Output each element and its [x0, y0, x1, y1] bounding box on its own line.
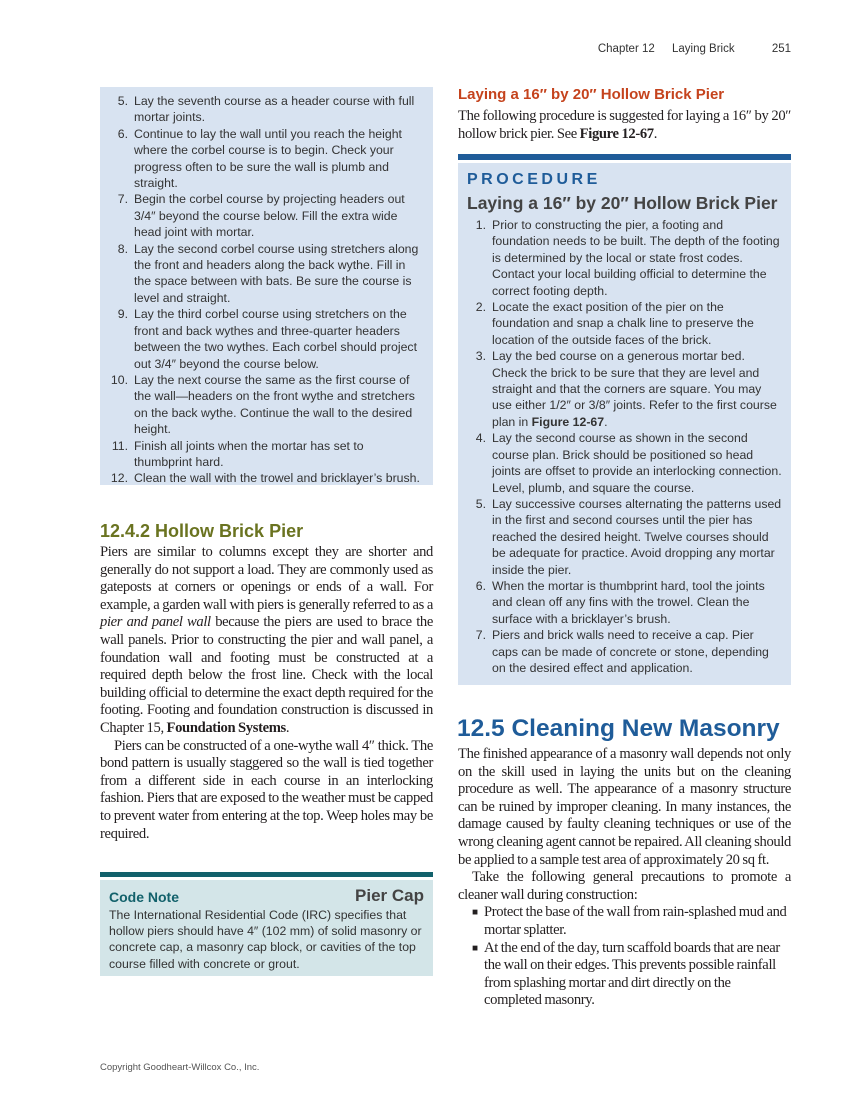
step-item [458, 430, 783, 496]
step-text: Finish all joints when the mortar has set to thumbprint hard. [134, 438, 364, 469]
bullet-icon: ■ [472, 942, 478, 954]
section-heading-hollow-brick-pier: 12.4.2 Hollow Brick Pier [100, 521, 304, 541]
step-item [458, 299, 783, 348]
text: At the end of the day, turn scaffold boards that are near the wall on their edges. This prevents possible rainfall from splashing mortar and dirt directly on the completed masonry. [484, 939, 780, 1009]
step-number: 7. [117, 192, 128, 207]
step-number: 5. [117, 94, 128, 108]
code-note-label: Code Note [109, 889, 179, 905]
text: . [653, 125, 658, 142]
step-text: Lay the bed course on a generous mortar bed. Check the brick to be sure that they are level and straight and that the corners are square. You may use either 1/2″ or 3/8″ joints. Refer to the first course plan in [492, 349, 777, 429]
step-number: 6. [117, 126, 128, 141]
step-text-end: . [604, 414, 608, 429]
step-text: Lay the second course as shown in the second course plan. Brick should be positioned so head joints are offset to provide an interlocking connection. Level, plumb, and square the course. [492, 431, 782, 495]
text: Protect the base of the wall from rain-splashed mud and mortar splatter. [484, 904, 787, 938]
step-text: Continue to lay the wall until you reach the height where the corbel course is to begin. Check your progress often to be sure the wall is plumb and straight. [134, 126, 402, 191]
step-number: 1. [475, 218, 486, 232]
step-number: 3. [475, 349, 486, 364]
procedure-rule [458, 154, 791, 160]
figure-ref: Figure 12-67 [579, 125, 654, 142]
chapter-label: Chapter 12 [597, 43, 655, 55]
step-item [458, 348, 783, 430]
chapter-title: Laying Brick [671, 43, 735, 55]
text: The following procedure is suggested for laying a 16″ by 20″ hollow brick pier. See [458, 108, 791, 142]
text: Piers are similar to columns except they are shorter and generally do not support a load. They are commonly used as gateposts at corners or openings or ends of a wall. For example, a garden wall with piers is generally referred to as a [100, 544, 433, 613]
step-number: 6. [475, 578, 486, 593]
step-text: Prior to constructing the pier, a footing and foundation needs to be built. The depth of the footing is determined by the local or state frost codes. Contact your local building official to determine the correct footing depth. [492, 218, 780, 298]
step-item [100, 306, 423, 372]
code-note-title: Pier Cap [355, 886, 424, 905]
step-text: Begin the corbel course by projecting headers out 3/4″ beyond the course below. Fill the extra wide head joint with mortar. [134, 192, 405, 240]
hollow-pier-body [100, 544, 433, 843]
laying-pier-intro [458, 108, 791, 143]
step-item [100, 93, 423, 126]
step-number: 5. [475, 496, 486, 511]
step-text: Lay successive courses alternating the patterns used in the first and second courses until the pier has reached the desired height. Twelve courses should be adequate for practice. Avoid dropping any mortar inside the pier. [492, 496, 782, 577]
heading-laying-pier: Laying a 16″ by 20″ Hollow Brick Pier [458, 86, 725, 103]
step-item [458, 496, 783, 578]
step-text: Lay the second corbel course using stretchers along the front and headers along the back wythe. Fill in the space between with bats. Be sure the course is level and straight. [134, 241, 419, 305]
step-item [100, 241, 423, 307]
procedure-continued-box [100, 87, 433, 485]
page-number: 251 [771, 43, 791, 55]
step-list [100, 87, 433, 487]
step-item [100, 372, 423, 438]
step-number: 7. [475, 628, 486, 643]
list-item [458, 940, 791, 1010]
term: pier and panel wall [100, 614, 211, 631]
step-item [100, 126, 423, 192]
step-number: 2. [475, 300, 486, 315]
precaution-list [458, 904, 791, 1010]
chapter-ref: Foundation Systems [166, 719, 286, 736]
step-text: Piers and brick walls need to receive a cap. Pier caps can be made of concrete or stone, depending on the desired effect and application. [492, 628, 769, 675]
step-text: Lay the third corbel course using stretchers on the front and back wythes and three-quarter headers between the two wythes. Each corbel should project out 3/4″ beyond the course below. [134, 307, 417, 371]
step-number: 10. [110, 372, 128, 387]
procedure-title: Laying a 16″ by 20″ Hollow Brick Pier [467, 193, 778, 213]
step-text: Lay the seventh course as a header course with full mortar joints. [134, 94, 415, 125]
code-note-text: The International Residential Code (IRC) specifies that hollow piers should have 4″ (102 mm) of solid masonry or concrete cap, a masonry cap block, or cavities of the top course filled with concrete or grout. [109, 908, 422, 971]
cleaning-body [458, 746, 791, 1010]
paragraph: Piers can be constructed of a one-wythe wall 4″ thick. The bond pattern is usually staggered so the wall is tied together from a different side in each course in an interlocking fashion. Piers that are exposed to the weather must be capped to prevent water from entering at the top. Weep holes may be required. [100, 737, 433, 842]
paragraph: The finished appearance of a masonry wall depends not only on the skill used in laying the units but on the cleaning procedure as well. The appearance of a masonry structure can be ruined by improper cleaning. In many instances, the damage caused by faulty cleaning techniques or use of the wrong cleaning agent cannot be repaired. All cleaning should be applied to a sample test area of approximately 20 sq ft. [458, 746, 791, 868]
bullet-icon: ■ [472, 907, 478, 919]
step-item [458, 578, 783, 627]
step-item [100, 470, 423, 486]
code-note-rule [100, 872, 433, 877]
step-item [100, 438, 423, 471]
text: . [285, 719, 290, 736]
copyright-footer: Copyright Goodheart-Willcox Co., Inc. [100, 1062, 260, 1073]
code-note-box [100, 880, 433, 976]
text: because the piers are used to brace the wall panels. Prior to constructing the pier and wall panel, a foundation wall and footing must be constructed at a required depth below the frost line. Check with the local building official to determine the exact depth required for the footing. Footing and foundation construction is discussed in Chapter 15, [100, 614, 433, 736]
procedure-box [458, 163, 791, 685]
step-text: When the mortar is thumbprint hard, tool the joints and clean off any fins with the trowel. Clean the surface with a bricklayer’s brush. [492, 578, 765, 626]
list-item [458, 904, 791, 939]
step-text: Clean the wall with the trowel and bricklayer’s brush. [134, 471, 420, 486]
step-number: 8. [117, 241, 128, 256]
step-text: Locate the exact position of the pier on the foundation and snap a chalk line to preserve the location of the outside faces of the brick. [492, 300, 754, 347]
step-number: 9. [117, 307, 128, 322]
procedure-label: PROCEDURE [467, 171, 601, 188]
section-heading-cleaning: 12.5 Cleaning New Masonry [457, 715, 780, 742]
figure-ref: Figure 12-67 [531, 414, 605, 429]
step-item [458, 627, 783, 676]
procedure-step-list [458, 217, 783, 676]
step-number: 12. [110, 471, 128, 486]
step-item [100, 191, 423, 240]
step-item [458, 217, 783, 299]
step-text: Lay the next course the same as the first course of the wall—headers on the front wythe and stretchers on the back wythe. Continue the wall to the desired height. [134, 372, 415, 437]
running-header [584, 43, 791, 55]
step-number: 11. [111, 438, 128, 453]
paragraph: Take the following general precautions to promote a cleaner wall during construction: [458, 869, 791, 903]
step-number: 4. [475, 431, 486, 446]
